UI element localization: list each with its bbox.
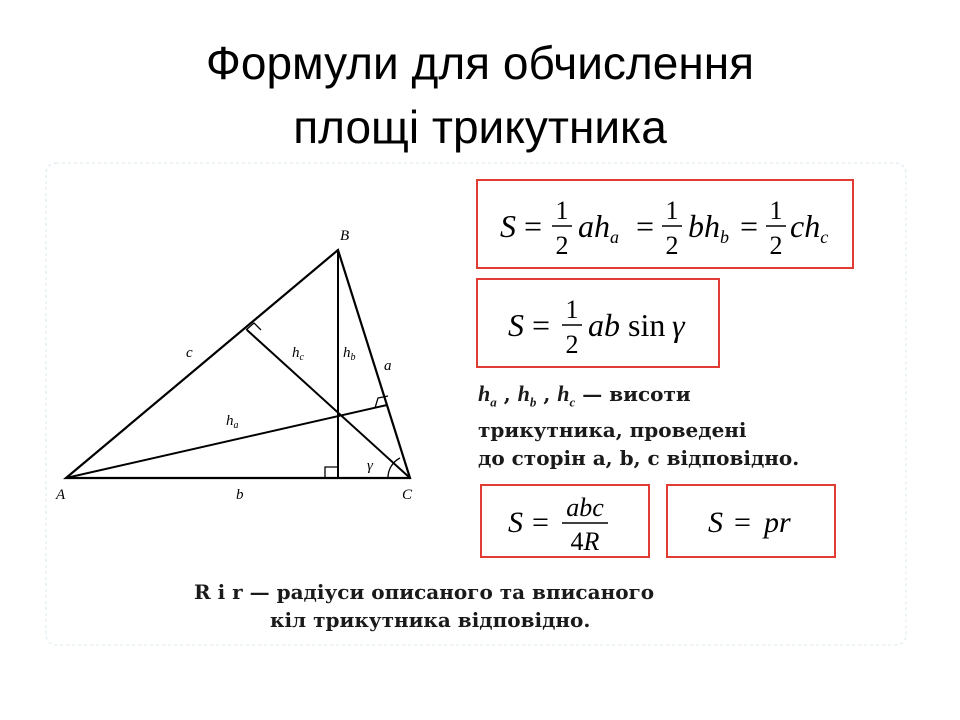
svg-text:2: 2	[555, 231, 569, 260]
angle-gamma-label: γ	[367, 458, 373, 474]
heights-note-line-1: $h_a$ , $h_b$ , $h_c$ — висоти	[478, 381, 691, 410]
formula-box-1	[476, 179, 854, 269]
svg-text:ha: $h_a$	[226, 413, 239, 431]
svg-text:pr: pr	[764, 506, 791, 539]
triangle-abc	[66, 250, 410, 478]
svg-text:1: 1	[665, 196, 679, 225]
svg-text:=: =	[636, 208, 655, 244]
heights-note-line-3: до сторін a, b, c відповідно.	[478, 446, 800, 471]
side-c-label: c	[186, 345, 193, 361]
formula-2	[478, 280, 718, 366]
formula-box-3	[480, 484, 650, 558]
radii-note	[194, 578, 754, 634]
svg-text:hc: $h_c$	[292, 345, 304, 363]
svg-text:4R: 4R	[570, 527, 600, 556]
svg-text:1: 1	[769, 196, 783, 225]
svg-text:1: 1	[565, 295, 579, 324]
right-angle-hb	[325, 467, 338, 478]
height-hb-label	[343, 345, 356, 363]
vertex-c-label: C	[402, 487, 413, 503]
svg-text:S: S	[500, 208, 516, 244]
svg-text:S: S	[508, 506, 523, 539]
height-ha-label	[226, 413, 239, 431]
svg-text:=: =	[740, 208, 759, 244]
formula-4	[668, 486, 834, 556]
svg-text:=: =	[532, 307, 551, 343]
svg-text:sin: sin	[628, 307, 666, 343]
heights-note-line-2: трикутника, проведені	[478, 418, 747, 443]
vertex-b-label: B	[340, 228, 350, 244]
page-title-line-2: площі трикутника	[293, 101, 667, 153]
radii-note-line-1: R і r — радіуси описаного та вписаного	[194, 580, 655, 604]
formula-box-4	[666, 484, 836, 558]
svg-text:=: =	[532, 506, 549, 539]
vertex-a-label: A	[56, 487, 66, 503]
svg-text:1: 1	[555, 196, 569, 225]
svg-text:aha: aha	[578, 208, 619, 247]
svg-text:S: S	[708, 506, 723, 539]
heights-note	[478, 380, 898, 472]
radii-note-line-2: кіл трикутника відповідно.	[270, 608, 591, 632]
formula-box-2	[476, 278, 720, 368]
svg-text:2: 2	[769, 231, 783, 260]
svg-text:=: =	[734, 506, 751, 539]
svg-text:ab: ab	[588, 307, 620, 343]
svg-text:γ: γ	[672, 307, 685, 343]
svg-text:=: =	[524, 208, 543, 244]
svg-text:chc: chc	[790, 208, 829, 247]
svg-text:2: 2	[665, 231, 679, 260]
svg-text:bhb: bhb	[688, 208, 729, 247]
formula-1	[478, 181, 852, 267]
svg-text:2: 2	[565, 330, 579, 359]
page-title-line-1: Формули для обчислення	[205, 37, 755, 89]
side-b-label: b	[236, 487, 244, 503]
height-hc-label	[292, 345, 305, 363]
svg-text:S: S	[508, 307, 524, 343]
svg-text:abc: abc	[566, 493, 604, 522]
formula-3	[482, 486, 648, 556]
side-a-label: a	[384, 358, 392, 374]
svg-text:hb: $h_b$	[343, 345, 356, 363]
